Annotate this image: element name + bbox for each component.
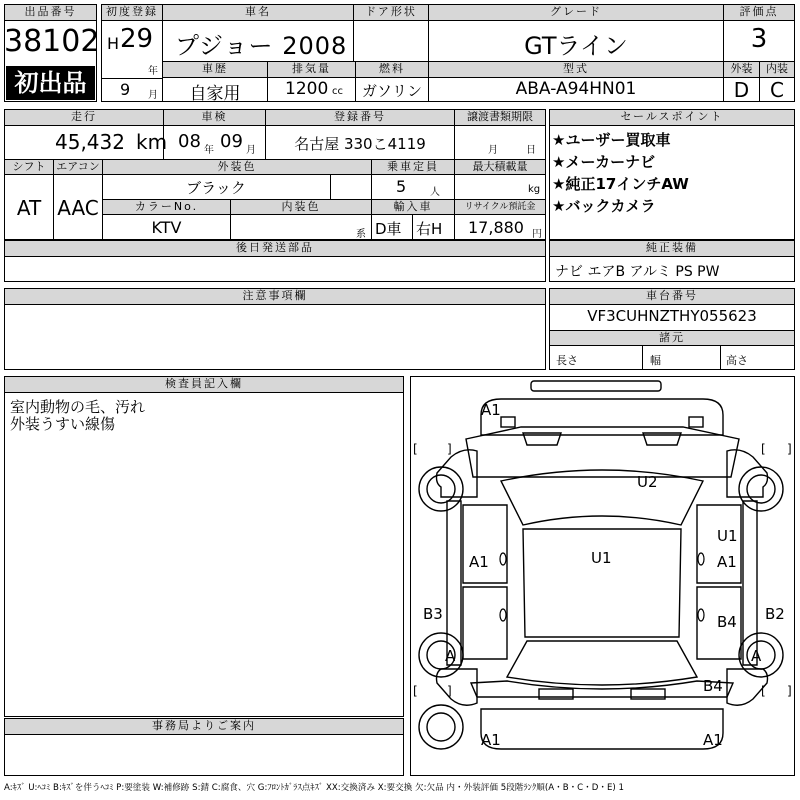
import-label: 輸入車 [371,199,455,215]
damage-mark: B4 [717,613,737,631]
svg-text:[: [ [413,442,418,456]
capacity-unit: 人 [430,187,440,198]
svg-text:]: ] [447,442,452,456]
door-label: ドア形状 [353,4,429,21]
transfer-month-unit: 月 [488,145,498,156]
mileage-label: 走行 [4,109,164,126]
equipment-label: 純正装備 [549,240,795,257]
damage-mark: B4 [703,677,723,695]
fuel-label: 燃料 [355,61,429,78]
car-name-label: 車名 [162,4,354,21]
ac-value: AAC [57,196,99,220]
displacement-label: 排気量 [267,61,356,78]
transfer-day-unit: 日 [526,145,536,156]
shift-value: AT [16,196,42,220]
inspection-label: 車検 [163,109,266,126]
mileage-value: 45,432 [55,130,125,154]
displacement-unit: cc [332,86,343,97]
spec-width: 幅 [650,354,661,367]
lot-label: 出品番号 [4,4,97,21]
fuel-value: ガソリン [361,82,422,100]
svg-text:]: ] [787,684,792,698]
ext-color-label: 外装色 [102,159,372,175]
first-listing-badge: 初出品 [6,66,95,100]
max-load-label: 最大積載量 [454,159,546,175]
sales-point-item: ★バックカメラ [552,197,656,215]
year-unit: 年 [148,66,158,77]
recycle-value: 17,880 [468,218,524,237]
inspector-label: 検査員記入欄 [4,376,404,393]
ac-label: エアコン [53,159,103,175]
month-unit: 月 [148,90,158,101]
transfer-label: 譲渡書類期限 [454,109,546,126]
first-reg-month: 9 [120,80,131,99]
car-diagram [410,376,795,776]
damage-mark: A [445,647,456,665]
model-value: ABA-A94HN01 [515,79,637,99]
first-reg-label: 初度登録 [101,4,163,21]
specs-label: 諸元 [549,330,795,346]
recycle-label: リサイクル預託金 [454,199,546,215]
inspection-month-unit: 月 [246,145,256,156]
spec-length: 長さ [556,354,578,367]
max-load-unit: kg [528,184,541,195]
reg-value: 名古屋 330こ4119 [294,135,426,153]
damage-mark: A1 [469,553,489,571]
mileage-unit: km [136,130,168,154]
damage-mark: U2 [637,473,658,491]
svg-text:[: [ [761,442,766,456]
inspector-note: 外装うすい線傷 [10,415,116,433]
car-name: プジョー 2008 [175,32,348,60]
era: H [107,34,120,53]
model-label: 型式 [428,61,724,78]
svg-text:[: [ [761,684,766,698]
damage-mark: B2 [765,605,785,623]
sales-point-item: ★純正17インチAW [552,175,689,193]
capacity-label: 乗車定員 [371,159,455,175]
damage-mark: A1 [481,401,501,419]
color-no-label: カラーNo. [102,199,231,215]
grade-value: GTライン [524,32,628,60]
interior-value: C [770,78,784,102]
score-value: 3 [750,24,768,54]
score-label: 評価点 [723,4,795,21]
svg-text:]: ] [447,684,452,698]
inspection-year-unit: 年 [204,145,214,156]
damage-mark: A1 [717,553,737,571]
sales-point-item: ★ユーザー買取車 [552,131,671,149]
history-label: 車歴 [162,61,268,78]
chassis-label: 車台番号 [549,288,795,305]
damage-mark: U1 [717,527,738,545]
inspection-year: 08 [178,131,201,152]
ext-color-value: ブラック [186,179,246,197]
later-parts-label: 後日発送部品 [4,240,546,257]
damage-mark: U1 [591,549,612,567]
shift-label: シフト [4,159,54,175]
inspection-month: 09 [220,131,243,152]
damage-mark: A1 [481,731,501,749]
exterior-value: D [733,78,750,102]
first-reg-year: 29 [120,24,154,54]
interior-label: 内装 [759,61,795,78]
damage-mark: A [751,647,762,665]
svg-text:]: ] [787,442,792,456]
damage-mark: A1 [703,731,723,749]
office-label: 事務局よりご案内 [4,718,404,735]
int-color-unit: 系 [356,229,366,240]
inspector-note: 室内動物の毛、汚れ [10,398,146,416]
car-outline-diagram [411,377,794,775]
recycle-unit: 円 [532,229,542,240]
import-type: D車 [375,220,402,238]
notes-label: 注意事項欄 [4,288,546,305]
displacement-value: 1200 [285,79,329,99]
sales-points-label: セールスポイント [549,109,795,126]
reg-label: 登録番号 [265,109,455,126]
exterior-label: 外装 [723,61,760,78]
import-handle: 右H [416,220,443,238]
lot-number: 38102 [4,24,100,59]
sales-point-item: ★メーカーナビ [552,153,656,171]
spec-height: 高さ [726,354,748,367]
color-no-value: KTV [151,218,182,237]
history-value: 自家用 [189,84,241,104]
equipment-value: ナビ エアB アルミ PS PW [555,264,720,280]
int-color-label: 内装色 [230,199,372,215]
grade-label: グレード [428,4,724,21]
legend: A:ｷｽﾞ U:ﾍｺﾐ B:ｷｽﾞを伴うﾍｺﾐ P:要塗装 W:補修跡 S:錆 C:腐食、穴 G:ﾌﾛﾝﾄｶﾞﾗｽ点ｷｽﾞ XX:交換済み X:要交換 欠:欠品 内・外装評価 5段階ﾗﾝｸ順(A・B・C・D・E) 1 [4,783,624,793]
chassis-number: VF3CUHNZTHY055623 [587,307,757,325]
damage-mark: B3 [423,605,443,623]
svg-text:[: [ [413,684,418,698]
capacity-value: 5 [396,177,407,196]
